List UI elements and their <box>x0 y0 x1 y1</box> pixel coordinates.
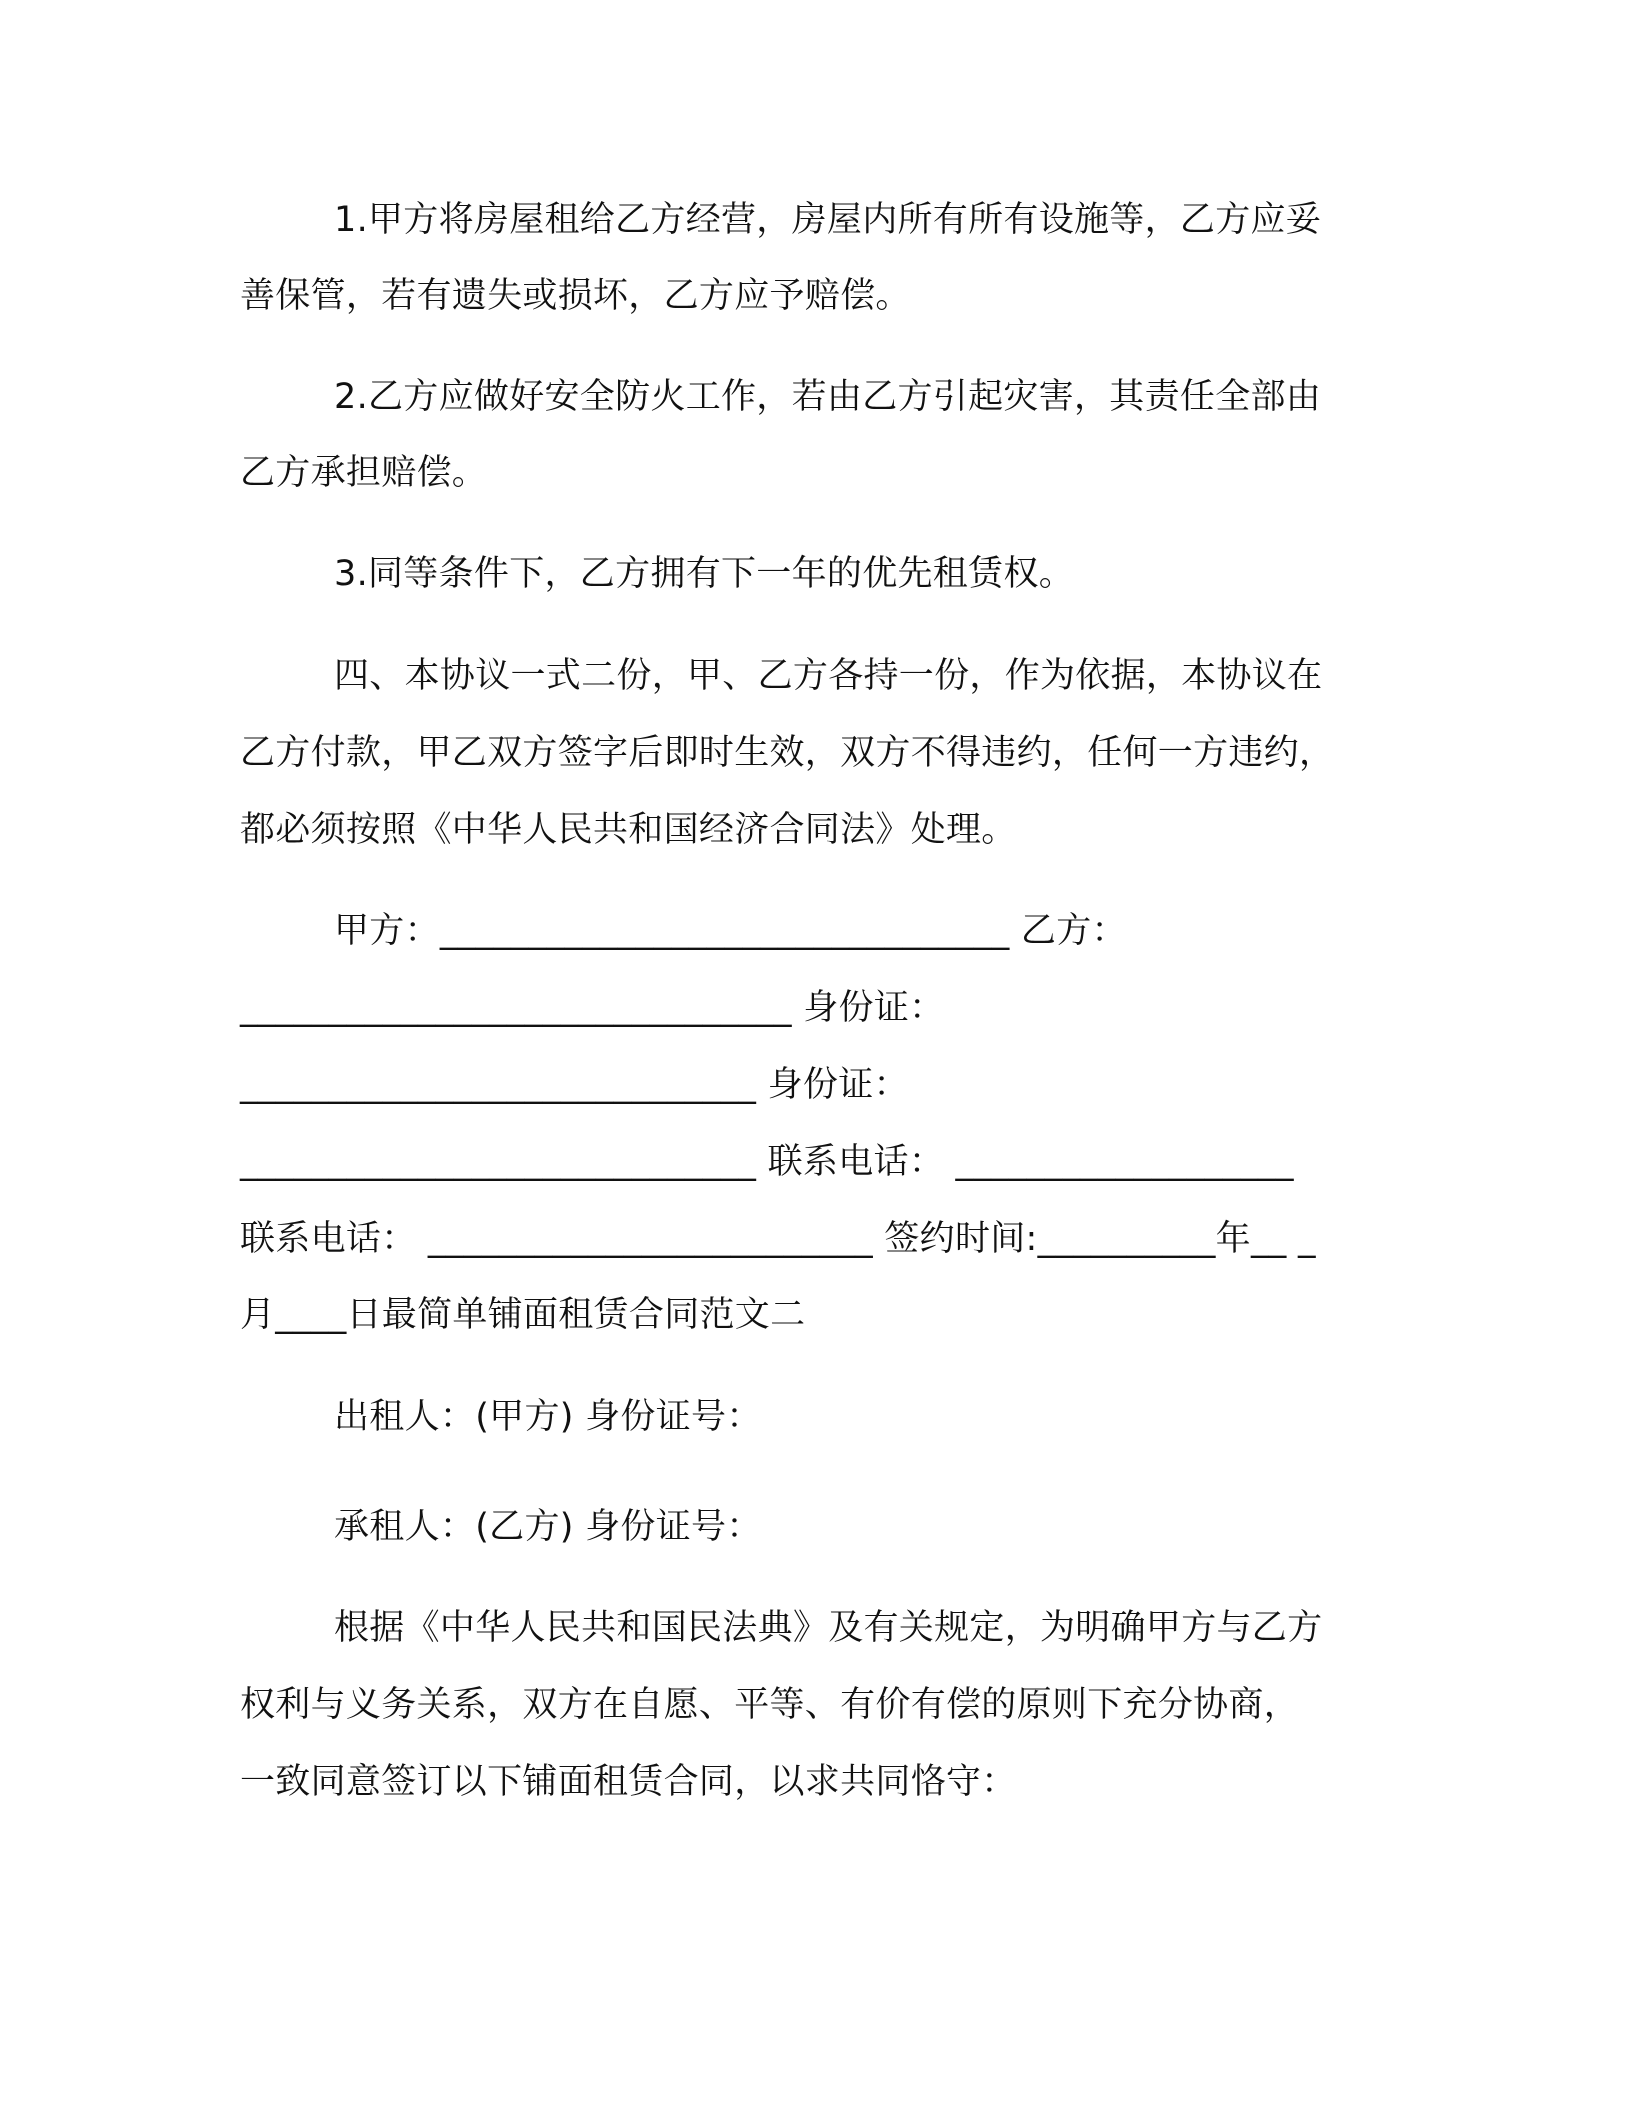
signature-line-4: _____________________________ 联系电话： ___________________ <box>240 1142 1294 1182</box>
lessee-line: 承租人：(乙方) 身份证号： <box>334 1507 762 1547</box>
clause-1-line-2: 善保管，若有遗失或损坏，乙方应予赔偿。 <box>240 276 911 316</box>
section-4-line-2: 乙方付款，甲乙双方签字后即时生效，双方不得违约，任何一方违约， <box>240 733 1335 773</box>
clause-1-line-1: 1.甲方将房屋租给乙方经营，房屋内所有所有设施等，乙方应妥 <box>334 200 1322 240</box>
preamble-line-1: 根据《中华人民共和国民法典》及有关规定，为明确甲方与乙方 <box>334 1608 1323 1648</box>
signature-line-5: 联系电话： _________________________ 签约时间:__________年__ _ <box>240 1219 1316 1259</box>
clause-2-line-1: 2.乙方应做好安全防火工作，若由乙方引起灾害，其责任全部由 <box>334 377 1322 417</box>
preamble-line-3: 一致同意签订以下铺面租赁合同，以求共同恪守： <box>240 1762 1017 1802</box>
signature-line-6: 月____日最简单铺面租赁合同范文二 <box>240 1295 806 1335</box>
signature-line-1: 甲方：________________________________ 乙方： <box>334 911 1127 951</box>
lessor-line: 出租人：(甲方) 身份证号： <box>334 1397 762 1437</box>
clause-3-line-1: 3.同等条件下，乙方拥有下一年的优先租赁权。 <box>334 554 1074 594</box>
signature-line-3: _____________________________ 身份证： <box>240 1065 909 1105</box>
signature-line-2: _______________________________ 身份证： <box>240 988 945 1028</box>
section-4-line-3: 都必须按照《中华人民共和国经济合同法》处理。 <box>240 810 1017 850</box>
clause-2-line-2: 乙方承担赔偿。 <box>240 453 488 493</box>
section-4-line-1: 四、本协议一式二份，甲、乙方各持一份，作为依据，本协议在 <box>334 656 1323 696</box>
preamble-line-2: 权利与义务关系，双方在自愿、平等、有价有偿的原则下充分协商， <box>240 1685 1300 1725</box>
